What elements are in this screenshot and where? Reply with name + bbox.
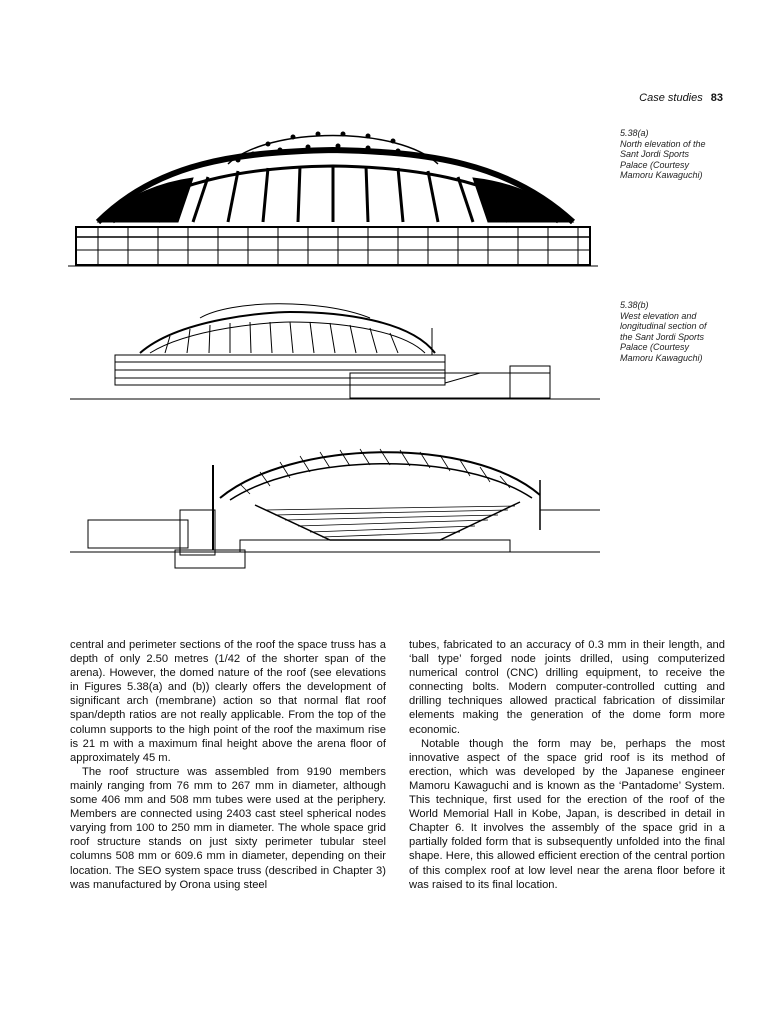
body-column-left bbox=[70, 638, 386, 892]
paragraph: tubes, fabricated to an accuracy of 0.3 mm in their length, and ‘ball type’ forged node joints drilled, using computerized numerical control (CNC) drilling equipment, to receive the connecting bolts. Modern computer-controlled cutting and drilling techniques allowed practical fabrication of dissimilar elements making the generation of the dome form more economic. bbox=[409, 639, 725, 736]
caption-line: 5.38(a) bbox=[620, 128, 649, 138]
caption-line: West elevation and bbox=[620, 310, 697, 321]
caption-5-38b bbox=[620, 300, 730, 363]
caption-line: North elevation of the bbox=[620, 138, 706, 149]
caption-line: Mamoru Kawaguchi) bbox=[620, 352, 703, 363]
caption-line: Palace (Courtesy bbox=[620, 342, 690, 352]
figure-longitudinal-section bbox=[70, 440, 600, 575]
caption-line: Sant Jordi Sports bbox=[620, 149, 690, 159]
running-head-section: Case studies bbox=[639, 92, 703, 104]
paragraph: The roof structure was assembled from 9190 members mainly ranging from 76 mm to 267 mm in diameter, although some 406 mm and 508 mm tubes were used at the periphery. Members are connected using 2403 cast steel spherical nodes varying from 100 to 250 mm in diameter. The whole space grid roof structure stands on just sixty perimeter tubular steel columns 508 mm or 609.6 mm in diameter, depending on their location. The SEO system space truss (described in Chapter 3) was manufactured by Orona using steel bbox=[70, 765, 386, 891]
page-number: 83 bbox=[710, 92, 723, 104]
running-head bbox=[639, 92, 723, 104]
paragraph: central and perimeter sections of the roof the space truss has a depth of only 2.50 metres (1/42 of the shorter span of the arena). However, the domed nature of the roof (see elevations in Figures 5.38(a) and (b)) clearly offers the development of significant arch (membrane) action so that normal flat roof span/depth ratios are not really applicable. From the top of the column supports to the high point of the roof the maximum rise is 21 m with a maximum final height above the arena floor of approximately 45 m. bbox=[70, 639, 386, 764]
body-column-right bbox=[409, 638, 725, 892]
figure-west-elevation bbox=[70, 298, 600, 408]
figure-north-elevation bbox=[68, 122, 598, 272]
caption-line: the Sant Jordi Sports bbox=[620, 331, 705, 342]
caption-line: Palace (Courtesy bbox=[620, 159, 690, 170]
caption-line: 5.38(b) bbox=[620, 300, 649, 310]
paragraph: Notable though the form may be, perhaps the most innovative aspect of the space grid roof is its method of erection, which was developed by the Japanese engineer Mamoru Kawaguchi and is known as the ‘Pantadome’ System. This technique, first used for the erection of the roof of the World Memorial Hall in Kobe, Japan, is described in detail in Chapter 6. It involves the assembly of the space grid in a partially folded form that is subsequently unfolded into the final shape. Here, this allowed efficient erection of the central portion of this complex roof at low level near the arena floor before it was raised to its final location. bbox=[409, 737, 725, 891]
caption-5-38a bbox=[620, 128, 730, 181]
caption-line: longitudinal section of bbox=[620, 321, 707, 331]
caption-line: Mamoru Kawaguchi) bbox=[620, 170, 703, 180]
